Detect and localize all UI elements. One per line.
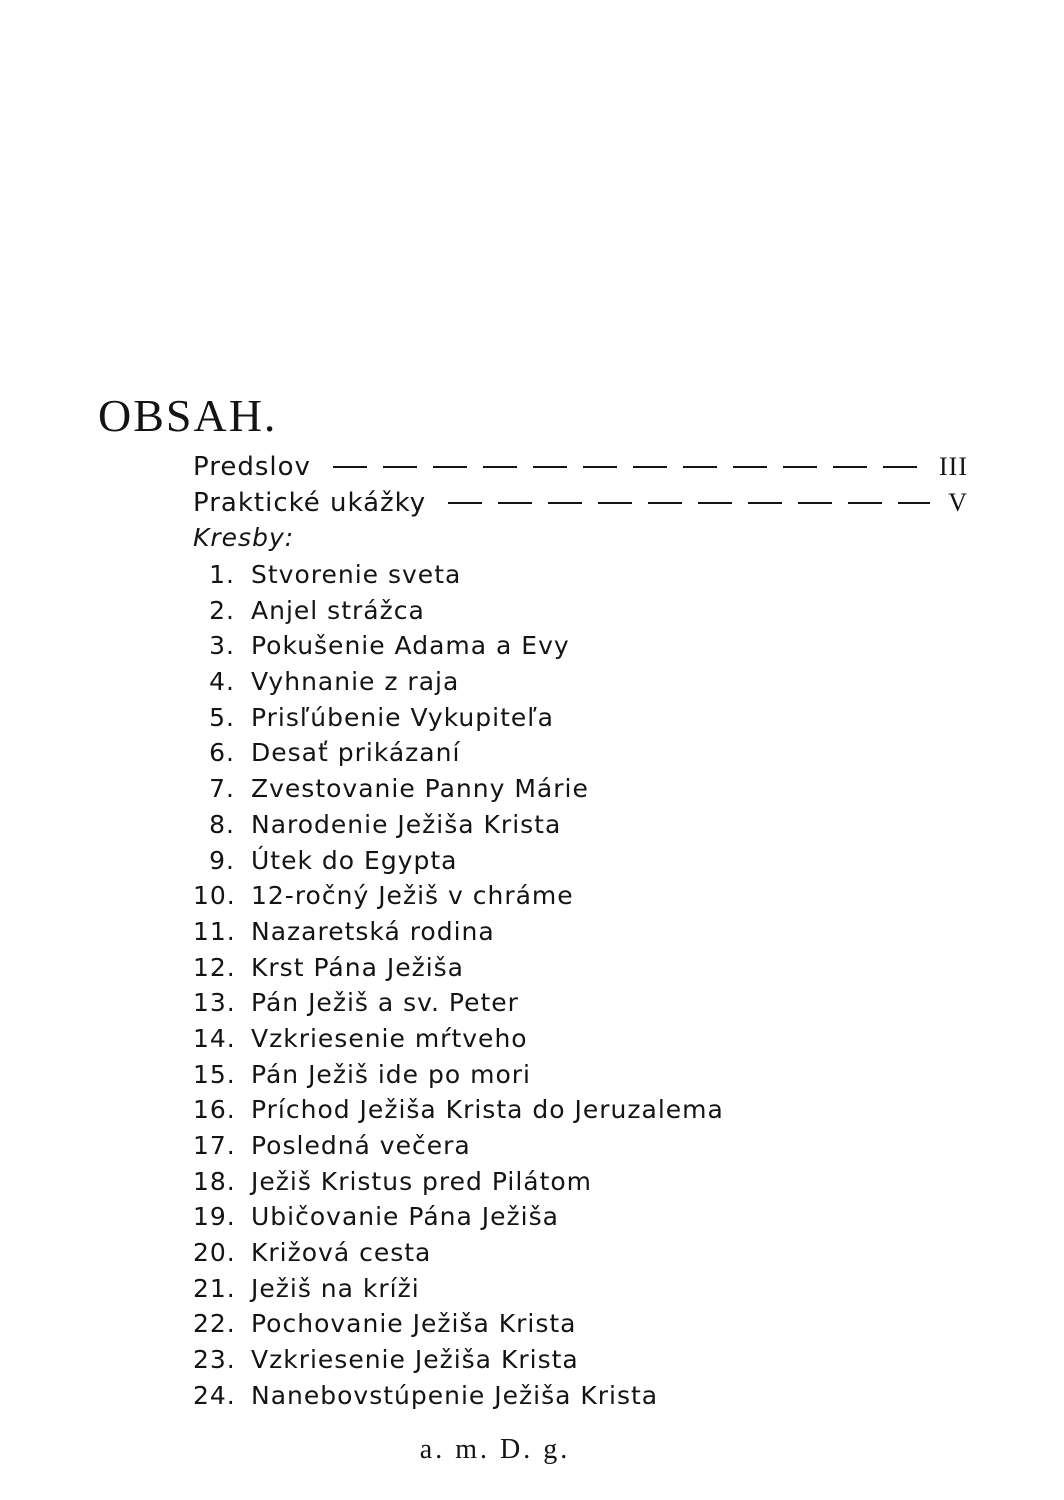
drawings-list	[193, 557, 724, 1414]
list-item-number: 4.	[209, 667, 235, 697]
toc-entry-predslov	[193, 449, 968, 485]
dash-leader	[448, 502, 930, 504]
list-item-number: 11.	[193, 916, 236, 946]
list-item-number: 15.	[193, 1059, 236, 1089]
list-item-number: 24.	[193, 1380, 236, 1410]
list-item	[193, 1235, 724, 1271]
toc-entry-page: V	[948, 488, 968, 517]
list-item	[193, 1342, 724, 1378]
list-item-title: Vzkriesenie Ježiša Krista	[251, 1345, 579, 1375]
list-item-title: Anjel strážca	[251, 595, 425, 625]
list-item	[193, 950, 724, 986]
list-item-title: Útek do Egypta	[251, 845, 458, 875]
list-item	[193, 878, 724, 914]
list-item-title: Vyhnanie z raja	[251, 667, 460, 697]
list-item-title: Pochovanie Ježiša Krista	[251, 1309, 577, 1339]
list-item	[193, 1271, 724, 1307]
list-item	[193, 1378, 724, 1414]
toc-entry-label: Predslov	[193, 452, 311, 482]
list-item-title: Pokušenie Adama a Evy	[251, 631, 570, 661]
list-item	[193, 1199, 724, 1235]
footer-motto: a. m. D. g.	[419, 1434, 571, 1465]
list-item-title: Ježiš na kríži	[251, 1273, 420, 1303]
list-item	[193, 807, 724, 843]
list-item-number: 7.	[209, 774, 235, 804]
list-item-number: 10.	[193, 881, 236, 911]
list-item	[193, 557, 724, 593]
list-item-title: Zvestovanie Panny Márie	[251, 774, 589, 804]
list-item-number: 1.	[209, 560, 235, 589]
list-item	[193, 1306, 724, 1342]
list-item	[193, 700, 724, 736]
list-item	[193, 664, 724, 700]
list-item-title: Vzkriesenie mŕtveho	[251, 1023, 528, 1053]
list-item	[193, 1057, 724, 1093]
list-item-title: Pán Ježiš a sv. Peter	[251, 988, 519, 1018]
section-label-kresby: Kresby:	[193, 523, 295, 552]
list-item-number: 6.	[209, 738, 235, 768]
list-item	[193, 1092, 724, 1128]
list-item-title: Nanebovstúpenie Ježiša Krista	[251, 1380, 659, 1410]
list-item-title: Ježiš Kristus pred Pilátom	[251, 1166, 593, 1196]
list-item-title: Ubičovanie Pána Ježiša	[251, 1202, 559, 1232]
list-item-title: Desať prikázaní	[251, 738, 461, 768]
list-item	[193, 771, 724, 807]
dash-leader	[333, 466, 921, 468]
list-item-title: Stvorenie sveta	[251, 560, 462, 589]
list-item-number: 17.	[193, 1131, 236, 1160]
list-item-number: 9.	[209, 845, 235, 875]
toc-entry-page: III	[939, 452, 968, 481]
list-item	[193, 985, 724, 1021]
list-item-title: Narodenie Ježiša Krista	[251, 809, 562, 839]
list-item-number: 2.	[209, 595, 235, 625]
list-item-title: Prisľúbenie Vykupiteľa	[251, 702, 554, 732]
list-item-number: 19.	[193, 1202, 236, 1232]
list-item-title: Posledná večera	[251, 1131, 471, 1160]
list-item-number: 16.	[193, 1095, 236, 1125]
toc-entry-prakticke-ukazky	[193, 485, 968, 521]
list-item	[193, 628, 724, 664]
list-item-number: 23.	[193, 1345, 236, 1375]
list-item-title: Nazaretská rodina	[251, 916, 495, 946]
list-item	[193, 1021, 724, 1057]
list-item-number: 13.	[193, 988, 236, 1018]
list-item-title: 12-ročný Ježiš v chráme	[251, 881, 574, 911]
list-item-number: 3.	[209, 631, 235, 661]
list-item-number: 20.	[193, 1238, 236, 1268]
list-item	[193, 843, 724, 879]
list-item-number: 8.	[209, 809, 235, 839]
list-item-number: 18.	[193, 1166, 236, 1196]
list-item-number: 14.	[193, 1023, 236, 1053]
list-item-number: 5.	[209, 702, 235, 732]
list-item-title: Križová cesta	[251, 1238, 432, 1268]
page-title: OBSAH.	[98, 389, 278, 441]
list-item-number: 22.	[193, 1309, 236, 1339]
list-item	[193, 735, 724, 771]
list-item-title: Príchod Ježiša Krista do Jeruzalema	[251, 1095, 724, 1125]
list-item-title: Pán Ježiš ide po mori	[251, 1059, 531, 1089]
list-item-number: 21.	[193, 1273, 236, 1303]
list-item	[193, 1128, 724, 1164]
list-item-number: 12.	[193, 952, 236, 982]
list-item	[193, 914, 724, 950]
toc-entry-label: Praktické ukážky	[193, 488, 427, 518]
list-item	[193, 1164, 724, 1200]
list-item-title: Krst Pána Ježiša	[251, 952, 464, 982]
list-item	[193, 593, 724, 629]
